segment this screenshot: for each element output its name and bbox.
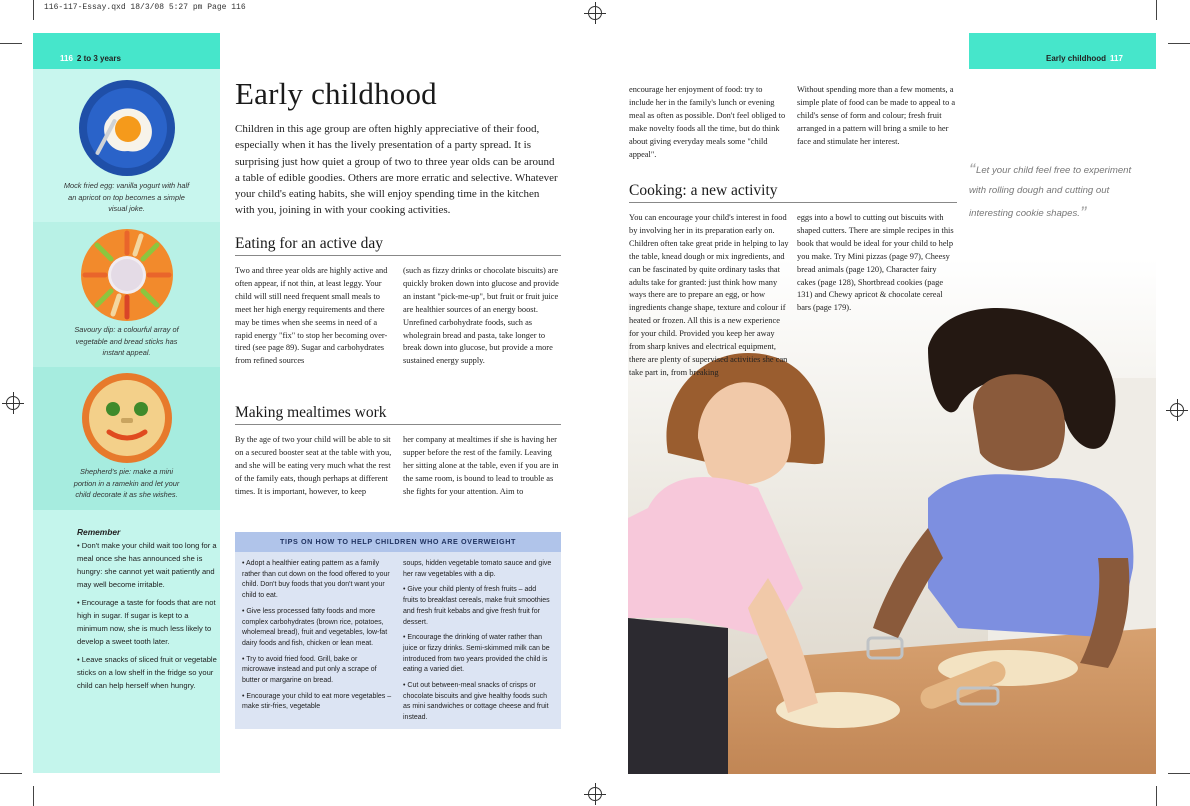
mealtimes-col2: her company at mealtimes if she is having her supper before the rest of the family. Leaving her sitting alone at the table, even if you are in the same room, is bound to lead to trouble as she fights for your attention. Aim to — [403, 435, 559, 496]
section-label: Early childhood — [1046, 54, 1107, 63]
active-day-col1: Two and three year olds are highly active and often appear, if not thin, at least leggy. Your child will still need frequent small meals to meet her high energy requirements and there may be times when she seems in need of a rapid energy "fix" to stop her becoming over-tired (see page 89). Sugar and carbohydrates from refined sources — [235, 266, 388, 366]
tips-col2 — [403, 559, 553, 729]
registration-mark-bottom — [584, 783, 606, 805]
right-page-header — [1046, 54, 1123, 63]
vegetable-dip-image — [79, 227, 175, 323]
quote-close-mark: ” — [1079, 203, 1087, 219]
crop-mark — [1156, 786, 1157, 806]
tip-item: • Adopt a healthier eating pattern as a family rather than cut down on the food offered to your child. Don't buy foods that you don't want your child to eat. — [242, 560, 390, 600]
page-title: Early childhood — [235, 76, 437, 111]
crop-mark — [0, 773, 22, 774]
tip-item: soups, hidden vegetable tomato sauce and give her raw vegetables with a dip. — [403, 560, 552, 578]
continuation-col2: Without spending more than a few moments, a simple plate of food can be made to appeal to a child's sense of form and colour; fresh fruit arranged in a pattern will bring a smile to her face and stimulate her interest. — [797, 85, 956, 146]
remember-box — [77, 526, 217, 692]
caption-egg: Mock fried egg: vanilla yogurt with half an apricot on top becomes a simple visual joke. — [63, 181, 190, 213]
sidebar-panel-remember — [33, 510, 220, 773]
tips-box — [235, 532, 561, 729]
page-number: 117 — [1110, 54, 1123, 63]
crop-mark — [33, 0, 34, 20]
tip-item: • Encourage the drinking of water rather than juice or fizzy drinks. Semi-skimmed milk can be introduced from two years provided the child is eating a varied diet. — [403, 634, 550, 674]
crop-mark — [33, 786, 34, 806]
tip-item: • Try to avoid fried food. Grill, bake or microwave instead and put only a scrape of butter or margarine on bread. — [242, 655, 377, 685]
quote-open-mark: “ — [969, 160, 976, 176]
remember-item: • Leave snacks of sliced fruit or vegetable sticks on a low shelf in the fridge so your child can help herself when hungry. — [77, 655, 217, 690]
quote-text: Let your child feel free to experiment with rolling dough and cutting out interesting cookie shapes. — [969, 165, 1132, 219]
section-heading-mealtimes: Making mealtimes work — [235, 404, 561, 425]
remember-item: • Don't make your child wait too long for a meal once she has announced she is hungry: she cannot yet wait patiently and may well become irritable. — [77, 541, 217, 589]
sidebar-panel-dip — [33, 222, 220, 367]
left-page-header-bar — [33, 33, 220, 69]
caption-pie: Shepherd's pie: make a mini portion in a ramekin and let your child decorate it as she wishes. — [73, 467, 180, 499]
shepherds-pie-face-image — [81, 372, 173, 464]
mealtimes-col1: By the age of two your child will be able to sit on a secured booster seat at the table with you, and she will be eating very much what the rest of the family eats, though perhaps at different times. It is important, however, to keep — [235, 435, 392, 496]
active-day-col2: (such as fizzy drinks or chocolate biscuits) are quickly broken down into glucose and provide an instant "pick-me-up", but fruit or fruit juice are healthier sources of an energy boost. Unrefined carbohydrate foods, such as wholegrain bread and pasta, take longer to break down into glucose, but provide a more sustained energy supply. — [403, 266, 559, 366]
continuation-col1: encourage her enjoyment of food: try to include her in the family's lunch or evening meal as often as possible. Don't feel obliged to make novelty foods all the time, but do think about giving everyday meals some "child appeal". — [629, 85, 786, 159]
section-heading-active-day: Eating for an active day — [235, 235, 561, 256]
section-label: 2 to 3 years — [76, 54, 121, 63]
section-heading-cooking: Cooking: a new activity — [629, 182, 957, 203]
left-page-header — [60, 54, 121, 63]
pull-quote — [969, 158, 1139, 224]
tip-item: • Cut out between-meal snacks of crisps or chocolate biscuits and give healthy foods such as mini sandwiches or cottage cheese and fruit instead. — [403, 682, 549, 722]
remember-title: Remember — [77, 527, 121, 537]
fried-egg-image — [78, 79, 176, 177]
tip-item: • Give less processed fatty foods and more complex carbohydrates (brown rice, potatoes, wholemeal bread), fruit and vegetables, low-fat dairy foods and fish, chicken or lean meat. — [242, 607, 388, 647]
registration-mark-top — [584, 2, 606, 24]
page-number: 116 — [60, 54, 73, 63]
sidebar-panel-pie — [33, 367, 220, 510]
tips-title: TIPS ON HOW TO HELP CHILDREN WHO ARE OVERWEIGHT — [235, 532, 561, 552]
registration-mark-left — [2, 392, 24, 414]
print-slug: 116-117-Essay.qxd 18/3/08 5:27 pm Page 116 — [44, 3, 246, 12]
tip-item: • Encourage your child to eat more vegetables – make stir-fries, vegetable — [242, 692, 392, 711]
crop-mark — [1156, 0, 1157, 20]
remember-item: • Encourage a taste for foods that are not high in sugar. If sugar is kept to a minimum now, she is much less likely to develop a sweet tooth later. — [77, 598, 216, 646]
intro-paragraph: Children in this age group are often highly appreciative of their food, especially when it has the lively presentation of a party spread. It is surprising just how quiet a group of two to three year olds can be around a table of edible goodies. Others are more erratic and selective. Whatever your child's eating habits, she will enjoy spending time in the kitchen with you, joining in with your cooking activities. — [235, 123, 558, 217]
tips-col1 — [242, 559, 392, 718]
sidebar-panel-egg — [33, 69, 220, 222]
cooking-col1: You can encourage your child's interest in food by involving her in its preparation early on. Children often take great pride in helping to lay the table, knead dough or mix ingredients, and can be fascinated by quite ordinary tasks that adults take for granted: just think how many ways there are to prepare an egg, or how ingredients change shape, texture and colour if heated or frozen. All this is a new experience for your child. Provided you keep her away from sharp knives and electrical equipment, there are plenty of supervised activities she can take part in, from breaking — [629, 213, 789, 377]
crop-mark — [0, 43, 22, 44]
right-page-header-bar — [969, 33, 1156, 69]
crop-mark — [1168, 773, 1190, 774]
crop-mark — [1168, 43, 1190, 44]
tip-item: • Give your child plenty of fresh fruits – add fruits to breakfast cereals, make fruit smoothies and fresh fruit kebabs and give fresh fruit for dessert. — [403, 586, 550, 626]
caption-dip: Savoury dip: a colourful array of vegetable and bread sticks has instant appeal. — [74, 325, 179, 357]
registration-mark-right — [1166, 399, 1188, 421]
cooking-col2: eggs into a bowl to cutting out biscuits with shaped cutters. There are simple recipes in this book that would be ideal for your child to help you make. Try Mini pizzas (page 97), Cheesy bread animals (page 120), Character fairy cakes (page 128), Shortbread cookies (page 131) and Chewy apricot & chocolate cereal bars (page 179). — [797, 213, 954, 313]
